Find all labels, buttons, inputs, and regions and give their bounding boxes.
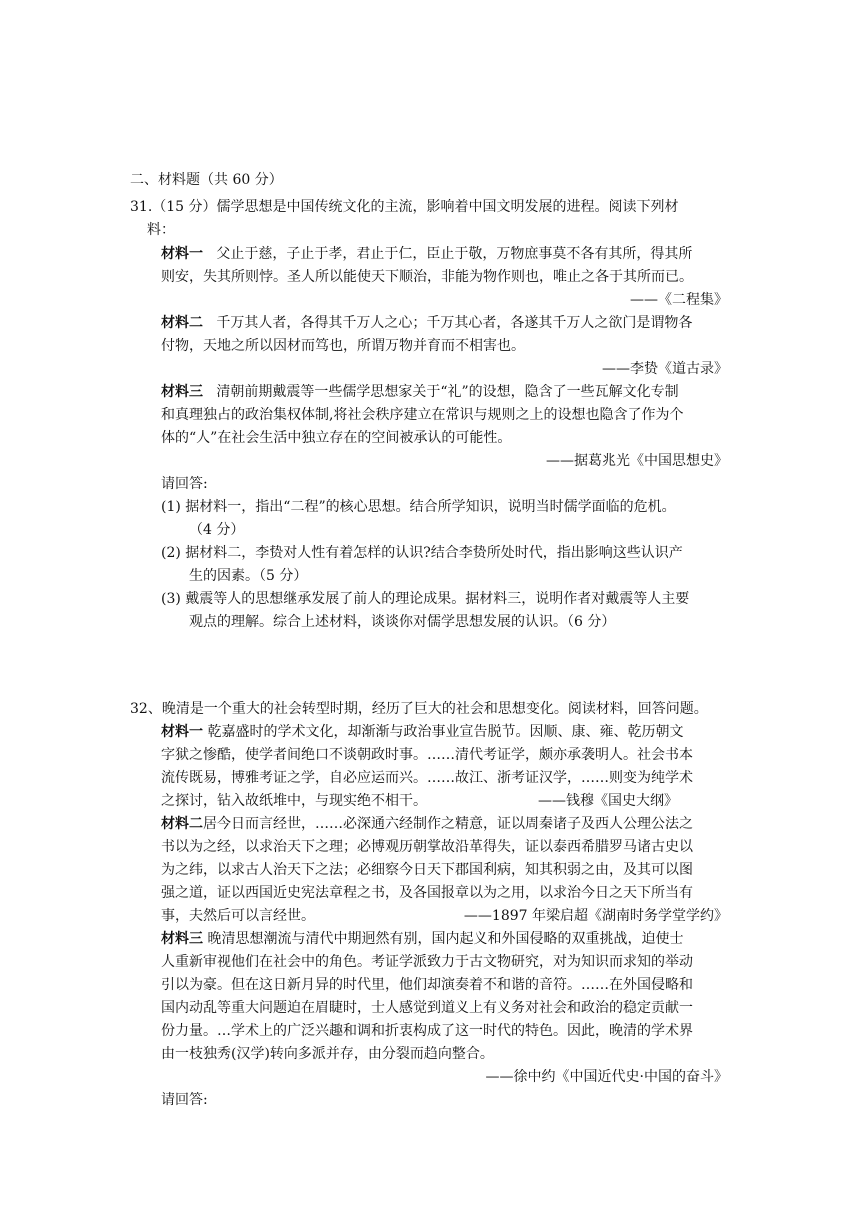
material-text: 为之纬，以求古人治天下之法；必细察今日天下郡国利病，知其积弱之由，及其可以图 <box>161 862 693 878</box>
material-label: 材料三 <box>161 931 203 947</box>
material-text: 字狱之惨酷，使学者间绝口不谈朝政时事。……清代考证学，颇亦承袭明人。社会书本 <box>161 747 693 763</box>
material-text: 千万其人者，各得其千万人之心；千万其心者，各遂其千万人之欲门是谓物各 <box>216 315 693 331</box>
material-label: 材料一 <box>161 246 203 262</box>
material-source: ——钱穆《国史大纲》 <box>538 793 678 809</box>
material-text: 引以为豪。但在这日新月异的时代里，他们却演奏着不和谐的音符。……在外国侵略和 <box>161 977 693 993</box>
material-text: 份力量。…学术上的广泛兴趣和调和折衷构成了这一时代的特色。因此，晚清的学术界 <box>161 1023 693 1039</box>
material-text: 付物，天地之所以因材而笃也，所谓万物并育而不相害也。 <box>161 338 525 354</box>
material-source: ——李贽《道古录》 <box>602 361 728 377</box>
material-text: 人重新审视他们在社会中的角色。考证学派致力于古文物研究，对为知识而求知的举动 <box>161 954 693 970</box>
material-text: 和真理独占的政治集权体制,将社会秩序建立在常识与规则之上的设想也隐含了作为个 <box>161 407 684 423</box>
material-text: 国内动乱等重大问题迫在眉睫时，士人感觉到道义上有义务对社会和政治的稳定贡献一 <box>161 1000 693 1016</box>
material-text: 事，夫然后可以言经世。 <box>161 908 315 924</box>
material-text: 由一枝独秀(汉学)转向多派并存，由分裂而趋向整合。 <box>161 1046 494 1062</box>
question-item: (3) 戴震等人的思想继承发展了前人的理论成果。据材料三，说明作者对戴震等人主要 <box>161 591 690 607</box>
material-text: 父止于慈，子止于孝，君止于仁，臣止于敬，万物庶事莫不各有其所，得其所 <box>216 246 693 262</box>
material-text: 清朝前期戴震等一些儒学思想家关于“礼”的设想，隐含了一些瓦解文化专制 <box>216 384 679 400</box>
material-label: 材料二 <box>161 816 203 832</box>
material-text: 书以为之经，以求治天下之理；必博观历朝掌故沿革得失，证以泰西希腊罗马诸古史以 <box>161 839 693 855</box>
section-title: 二、材料题（共 60 分） <box>130 172 283 188</box>
question-item: （4 分） <box>189 522 245 538</box>
question-item: (1) 据材料一，指出“二程”的核心思想。结合所学知识，说明当时儒学面临的危机。 <box>161 499 676 515</box>
ask-label: 请回答: <box>161 476 208 492</box>
material-text: 晚清思想潮流与清代中期迥然有别，国内起义和外国侵略的双重挑战，迫使士 <box>207 931 684 947</box>
q31-intro-line: 31.（15 分）儒学思想是中国传统文化的主流，影响着中国文明发展的进程。阅读下列材 <box>130 199 679 215</box>
question-item: 生的因素。（5 分） <box>189 568 308 584</box>
question-item: (2) 据材料二，李贽对人性有着怎样的认识?结合李贽所处时代，指出影响这些认识产 <box>161 545 683 561</box>
material-label: 材料三 <box>161 384 203 400</box>
q31-intro-line: 料： <box>147 222 175 238</box>
material-label: 材料一 <box>161 724 203 740</box>
material-source: ——徐中约《中国近代史·中国的奋斗》 <box>485 1069 728 1085</box>
material-text: 乾嘉盛时的学术文化，却渐渐与政治事业宣告脱节。因顺、康、雍、乾历朝文 <box>207 724 684 740</box>
material-text: 流传既易，博雅考证之学，自必应运而兴。……故江、浙考证汉学，……则变为纯学术 <box>161 770 693 786</box>
material-label: 材料二 <box>161 315 203 331</box>
material-source: ——《二程集》 <box>630 292 728 308</box>
ask-label: 请回答: <box>161 1092 208 1108</box>
question-item: 观点的理解。综合上述材料，谈谈你对儒学思想发展的认识。（6 分） <box>189 614 616 630</box>
material-text: 之探讨，钻入故纸堆中，与现实绝不相干。 <box>161 793 427 809</box>
material-text: 则安，失其所则悖。圣人所以能使天下顺治，非能为物作则也，唯止之各于其所而已。 <box>161 269 693 285</box>
material-source: ——1897 年梁启超《湖南时务学堂学约》 <box>463 908 728 924</box>
material-source: ——据葛兆光《中国思想史》 <box>546 453 728 469</box>
material-text: 强之道，证以西国近史宪法章程之书，及各国报章以为之用，以求治今日之天下所当有 <box>161 885 693 901</box>
material-text: 体的“人”在社会生活中独立存在的空间被承认的可能性。 <box>161 430 512 446</box>
material-text: 居今日而言经世，……必深通六经制作之精意，证以周秦诸子及西人公理公法之 <box>203 816 693 832</box>
q32-intro: 32、晚清是一个重大的社会转型时期，经历了巨大的社会和思想变化。阅读材料，回答问题。 <box>130 701 708 717</box>
